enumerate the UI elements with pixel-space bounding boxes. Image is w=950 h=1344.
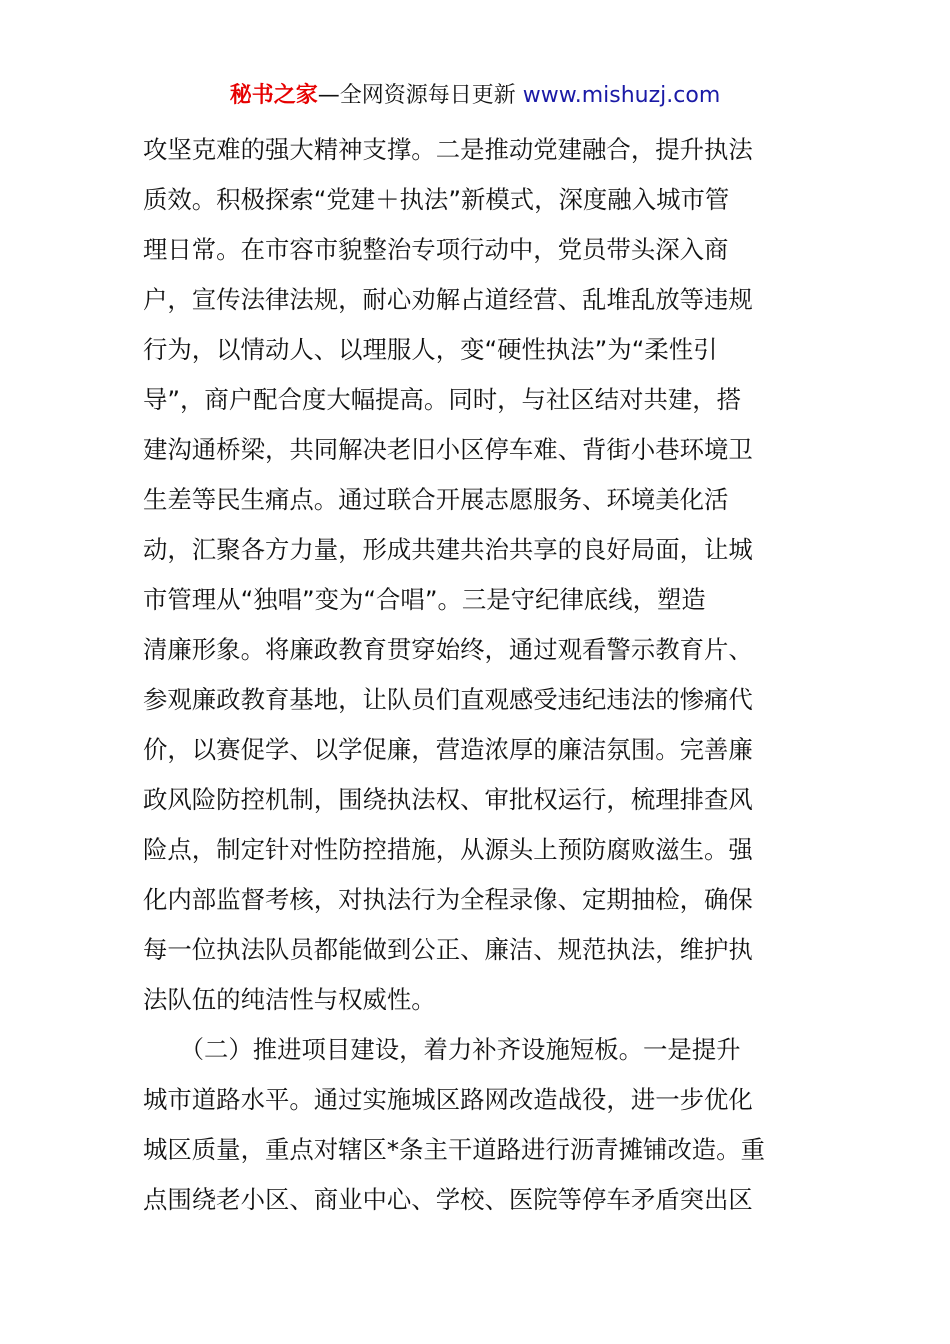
section-heading-line: （二）推进项目建设，着力补齐设施短板。一是提升 (143, 1035, 741, 1064)
text-line: 动，汇聚各方力量，形成共建共治共享的良好局面，让城 (143, 535, 753, 564)
text-line: 清廉形象。将廉政教育贯穿始终，通过观看警示教育片、 (143, 635, 753, 664)
text-line: 法队伍的纯洁性与权威性。 (143, 985, 436, 1014)
site-header (0, 80, 950, 112)
text-line: 质效。积极探索“党建＋执法”新模式，深度融入城市管 (143, 185, 730, 214)
text-line: 导”，商户配合度大幅提高。同时，与社区结对共建，搭 (143, 385, 742, 414)
text-line: 理日常。在市容市貌整治专项行动中，党员带头深入商 (143, 235, 729, 264)
text-line: 政风险防控机制，围绕执法权、审批权运行，梳理排查风 (143, 785, 753, 814)
document-body (143, 125, 807, 1225)
site-tagline: —全网资源每日更新 (317, 83, 523, 108)
text-line: 化内部监督考核，对执法行为全程录像、定期抽检，确保 (143, 885, 753, 914)
site-url-link[interactable]: www.mishuzj.com (522, 83, 721, 108)
text-line: 攻坚克难的强大精神支撑。二是推动党建融合，提升执法 (143, 135, 753, 164)
text-line: 生差等民生痛点。通过联合开展志愿服务、环境美化活 (143, 485, 729, 514)
site-brand: 秘书之家 (229, 83, 318, 108)
text-line: 点围绕老小区、商业中心、学校、医院等停车矛盾突出区 (143, 1185, 753, 1214)
text-line: 每一位执法队员都能做到公正、廉洁、规范执法，维护执 (143, 935, 753, 964)
text-line: 险点，制定针对性防控措施，从源头上预防腐败滋生。强 (143, 835, 753, 864)
text-line: 参观廉政教育基地，让队员们直观感受违纪违法的惨痛代 (143, 685, 753, 714)
text-line: 市管理从“独唱”变为“合唱”。三是守纪律底线，塑造 (143, 585, 706, 614)
text-line: 行为，以情动人、以理服人，变“硬性执法”为“柔性引 (143, 335, 718, 364)
text-line: 价，以赛促学、以学促廉，营造浓厚的廉洁氛围。完善廉 (143, 735, 753, 764)
text-line: 城区质量，重点对辖区*条主干道路进行沥青摊铺改造。重 (143, 1135, 765, 1164)
text-line: 户，宣传法律法规，耐心劝解占道经营、乱堆乱放等违规 (143, 285, 753, 314)
text-line: 建沟通桥梁，共同解决老旧小区停车难、背街小巷环境卫 (143, 435, 753, 464)
text-line: 城市道路水平。通过实施城区路网改造战役，进一步优化 (143, 1085, 753, 1114)
